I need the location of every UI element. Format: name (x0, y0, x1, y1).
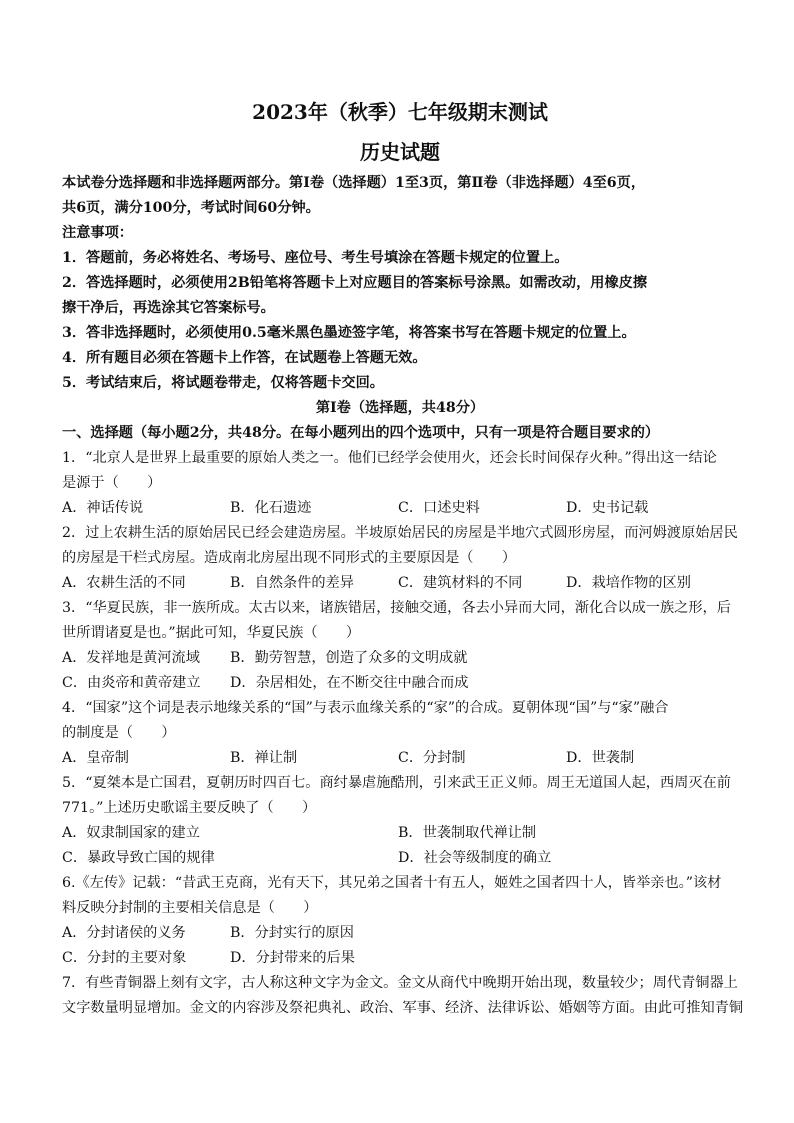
q2-option-c: C．建筑材料的不同 (398, 575, 523, 591)
q4-option-b: B．禅让制 (230, 750, 298, 766)
q1-stem-1: 1．“北京人是世界上最重要的原始人类之一。他们已经学会使用火，还会长时间保存火种。”得出这一结论 (62, 450, 717, 466)
q1-option-c: C．口述史料 (398, 500, 480, 516)
q3-option-a: A．发祥地是黄河流域 (62, 650, 200, 666)
q6-stem-1: 6.《左传》记载：“昔武王克商，光有天下，其兄弟之国者十有五人，姬姓之国者四十人，皆举亲也。”该材 (62, 875, 722, 891)
q6-stem-2: 料反映分封制的主要相关信息是（ ） (62, 900, 318, 916)
part-title: 一、选择题（每小题2分，共48分。在每小题列出的四个选项中，只有一项是符合题目要求的） (62, 425, 660, 441)
q3-option-b: B．勤劳智慧，创造了众多的文明成就 (230, 650, 468, 666)
q4-stem-1: 4．“国家”这个词是表示地缘关系的“国”与表示血缘关系的“家”的合成。夏朝体现“国”与“家”融合 (62, 700, 669, 716)
q1-stem-2: 是源于（ ） (62, 475, 162, 491)
q4-option-d: D．世袭制 (566, 750, 635, 766)
intro-line-1: 本试卷分选择题和非选择题两部分。第Ⅰ卷（选择题）1至3页，第Ⅱ卷（非选择题）4至6页， (62, 175, 646, 191)
q2-stem-1: 2．过上农耕生活的原始居民已经会建造房屋。半坡原始居民的房屋是半地穴式圆形房屋，而河姆渡原始居民 (62, 525, 738, 541)
q2-option-b: B．自然条件的差异 (230, 575, 354, 591)
notice-4: 4．所有题目必须在答题卡上作答，在试题卷上答题无效。 (62, 350, 427, 366)
q3-stem-1: 3．“华夏民族，非一族所成。太古以来，诸族错居，接触交通，各去小异而大同，渐化合以成一族之形，后 (62, 600, 731, 616)
q3-option-c: C．由炎帝和黄帝建立 (62, 675, 201, 691)
q1-option-d: D．史书记载 (566, 500, 649, 516)
intro-line-2: 共6页，满分100分，考试时间60分钟。 (62, 200, 320, 216)
q2-stem-2: 的房屋是干栏式房屋。造成南北房屋出现不同形式的主要原因是（ ） (62, 550, 517, 566)
q5-option-d: D．社会等级制度的确立 (398, 850, 552, 866)
q3-option-d: D．杂居相处，在不断交往中融合而成 (230, 675, 469, 691)
q6-option-d: D．分封带来的后果 (230, 950, 355, 966)
q1-option-a: A．神话传说 (62, 500, 144, 516)
q4-stem-2: 的制度是（ ） (62, 725, 176, 741)
q5-option-c: C．暴政导致亡国的规律 (62, 850, 215, 866)
q4-option-a: A．皇帝制 (62, 750, 129, 766)
section-title: 第Ⅰ卷（选择题，共48分） (315, 400, 485, 416)
q1-option-b: B．化石遗迹 (230, 500, 312, 516)
q7-stem-2: 文字数量明显增加。金文的内容涉及祭祀典礼、政治、军事、经济、法律诉讼、婚姻等方面。由此可推知青铜 (62, 1000, 744, 1016)
q6-option-b: B．分封实行的原因 (230, 925, 354, 941)
exam-title: 2023年（秋季）七年级期末测试 (252, 100, 548, 124)
q6-option-c: C．分封的主要对象 (62, 950, 187, 966)
notice-2-cont: 擦干净后，再选涂其它答案标号。 (62, 300, 275, 316)
q5-stem-1: 5．“夏桀本是亡国君，夏朝历时四百七。商纣暴虐施酷刑，引来武王正义师。周王无道国人起，西周灭在前 (62, 775, 731, 791)
notice-1: 1．答题前，务必将姓名、考场号、座位号、考生号填涂在答题卡规定的位置上。 (62, 250, 569, 266)
q6-option-a: A．分封诸侯的义务 (62, 925, 186, 941)
q3-stem-2: 世所谓诸夏是也。”据此可知，华夏民族（ ） (62, 625, 361, 641)
notice-title: 注意事项： (62, 225, 133, 241)
q7-stem-1: 7．有些青铜器上刻有文字，古人称这种文字为金文。金文从商代中晚期开始出现，数量较少；周代青铜器上 (62, 975, 738, 991)
exam-subject: 历史试题 (360, 140, 440, 164)
q4-option-c: C．分封制 (398, 750, 466, 766)
notice-2: 2．答选择题时，必须使用2B铅笔将答题卡上对应题目的答案标号涂黑。如需改动，用橡皮擦 (62, 275, 648, 291)
notice-3: 3．答非选择题时，必须使用0.5毫米黑色墨迹签字笔，将答案书写在答题卡规定的位置上。 (62, 325, 636, 341)
q5-option-b: B．世袭制取代禅让制 (398, 825, 537, 841)
q2-option-d: D．栽培作物的区别 (566, 575, 691, 591)
notice-5: 5．考试结束后，将试题卷带走，仅将答题卡交回。 (62, 375, 384, 391)
q5-stem-2: 771。”上述历史歌谣主要反映了（ ） (62, 800, 317, 816)
q5-option-a: A．奴隶制国家的建立 (62, 825, 200, 841)
q2-option-a: A．农耕生活的不同 (62, 575, 186, 591)
